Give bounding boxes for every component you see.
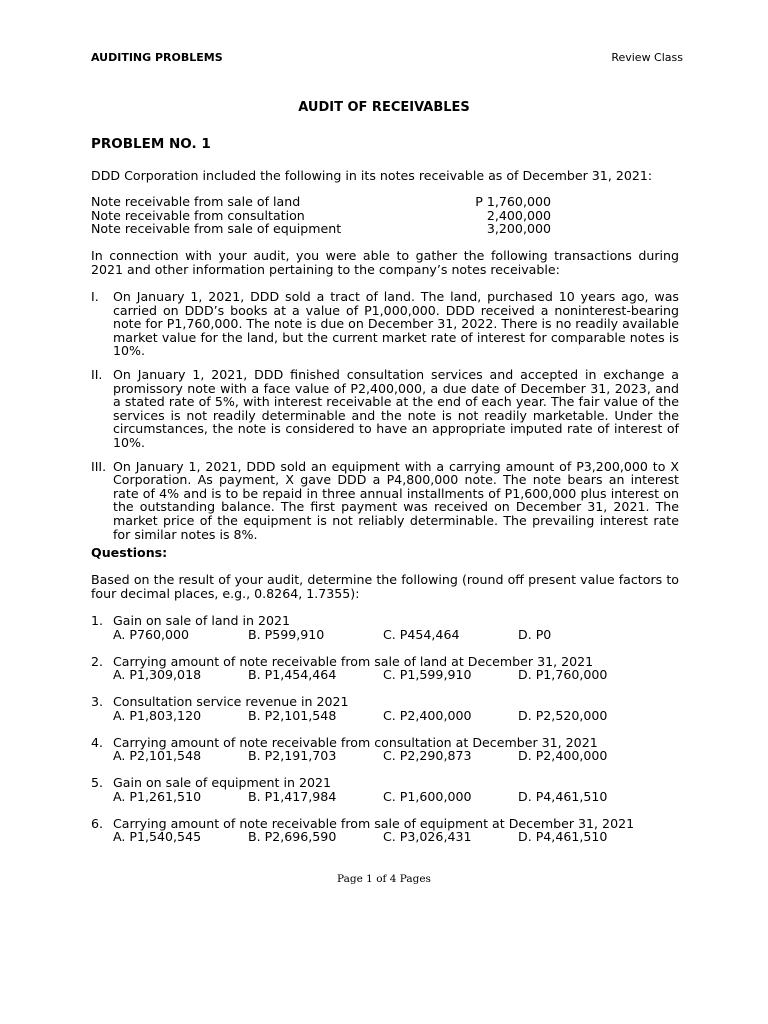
transaction-item (91, 290, 679, 358)
note-row (91, 222, 551, 236)
questions-list (91, 614, 679, 857)
question-item (91, 817, 679, 844)
choice-d: D. P0 (518, 626, 552, 642)
question-number: 1. (91, 613, 104, 628)
question-text: Carrying amount of note receivable from sale of equipment at December 31, 2021 (113, 815, 635, 831)
question-text: Gain on sale of land in 2021 (113, 613, 291, 628)
question-text: Gain on sale of equipment in 2021 (113, 775, 332, 791)
choice-b: B. P1,454,464 (248, 667, 337, 683)
question-item (91, 776, 679, 803)
choice-a: A. P1,261,510 (113, 788, 202, 804)
note-amount: P 1,760,000 (475, 194, 551, 209)
questions-intro: Based on the result of your audit, determine the following (round off present value factors to four decimal places, e.g., 0.8264, 1.7355): (91, 572, 679, 601)
choice-a: A. P760,000 (113, 626, 190, 642)
transaction-text: On January 1, 2021, DDD sold a tract of land. The land, purchased 10 years ago, was carried on DDD’s books at a value of P1,000,000. DDD received a noninterest-bearing note for P1,760,000. The note is due on December 31, 2022. There is no readily available market value for the land, but the current market rate of interest for comparable notes is 10%. (113, 289, 679, 359)
choice-b: B. P1,417,984 (248, 788, 337, 804)
note-label: Note receivable from sale of equipment (91, 221, 342, 237)
question-number: 3. (91, 694, 104, 710)
document-title: AUDIT OF RECEIVABLES (298, 100, 470, 115)
note-amount: 3,200,000 (486, 221, 551, 237)
note-row (91, 195, 551, 209)
choice-c: C. P3,026,431 (383, 829, 472, 845)
choice-a: A. P2,101,548 (113, 748, 202, 764)
header-left: AUDITING PROBLEMS (91, 51, 223, 64)
choice-c: C. P1,599,910 (383, 667, 472, 683)
transaction-item (91, 368, 679, 450)
question-text: Carrying amount of note receivable from sale of land at December 31, 2021 (113, 653, 594, 669)
question-item (91, 695, 679, 722)
choice-d: D. P1,760,000 (518, 667, 608, 683)
choice-d: D. P2,400,000 (518, 748, 608, 764)
choice-c: C. P454,464 (383, 626, 460, 642)
choice-a: A. P1,803,120 (113, 707, 202, 723)
question-item (91, 655, 679, 682)
choice-b: B. P2,696,590 (248, 829, 337, 845)
question-number: 5. (91, 775, 104, 791)
question-item (91, 614, 679, 641)
intro-paragraph: DDD Corporation included the following in its notes receivable as of December 31, 2021: (91, 168, 653, 183)
choice-b: B. P599,910 (248, 626, 325, 642)
choice-a: A. P1,309,018 (113, 667, 202, 683)
choice-b: B. P2,101,548 (248, 707, 337, 723)
choice-c: C. P1,600,000 (383, 788, 472, 804)
question-item (91, 736, 679, 763)
transaction-text: On January 1, 2021, DDD finished consultation services and accepted in exchange a promissory note with a face value of P2,400,000, a due date of December 31, 2023, and a stated rate of 5%, with interest receivable at the end of each year. The fair value of the services is not readily determinable and the note is not readily marketable. Under the circumstances, the note is considered to have an appropriate imputed rate of interest of 10%. (113, 366, 679, 450)
transactions-list (91, 290, 679, 551)
choice-d: D. P2,520,000 (518, 707, 608, 723)
choice-d: D. P4,461,510 (518, 829, 608, 845)
question-text: Consultation service revenue in 2021 (113, 694, 349, 710)
connection-paragraph: In connection with your audit, you were able to gather the following transactions during 2021 and other information pertaining to the company’s notes receivable: (91, 248, 679, 277)
note-amount: 2,400,000 (486, 207, 551, 223)
choice-d: D. P4,461,510 (518, 788, 608, 804)
choice-b: B. P2,191,703 (248, 748, 337, 764)
transaction-number: II. (91, 366, 103, 382)
note-label: Note receivable from consultation (91, 207, 305, 223)
question-number: 6. (91, 815, 104, 831)
page-footer: Page 1 of 4 Pages (337, 873, 431, 885)
notes-list (91, 195, 551, 236)
questions-heading: Questions: (91, 545, 168, 560)
transaction-number: I. (91, 289, 99, 304)
transaction-text: On January 1, 2021, DDD sold an equipment with a carrying amount of P3,200,000 to X Corporation. As payment, X gave DDD a P4,800,000 note. The note bears an interest rate of 4% and is to be repaid in three annual installments of P1,600,000 plus interest on the outstanding balance. The first payment was received on December 31, 2021. The market price of the equipment is not reliably determinable. The prevailing interest rate for similar notes is 8%. (113, 458, 679, 542)
header-right: Review Class (611, 51, 683, 64)
question-number: 2. (91, 653, 104, 669)
problem-heading: PROBLEM NO. 1 (91, 136, 211, 152)
transaction-item (91, 460, 679, 542)
transaction-number: III. (91, 458, 107, 474)
note-row (91, 209, 551, 223)
choice-a: A. P1,540,545 (113, 829, 202, 845)
question-text: Carrying amount of note receivable from consultation at December 31, 2021 (113, 734, 598, 750)
choice-c: C. P2,400,000 (383, 707, 472, 723)
question-number: 4. (91, 734, 104, 750)
note-label: Note receivable from sale of land (91, 194, 301, 209)
choice-c: C. P2,290,873 (383, 748, 472, 764)
